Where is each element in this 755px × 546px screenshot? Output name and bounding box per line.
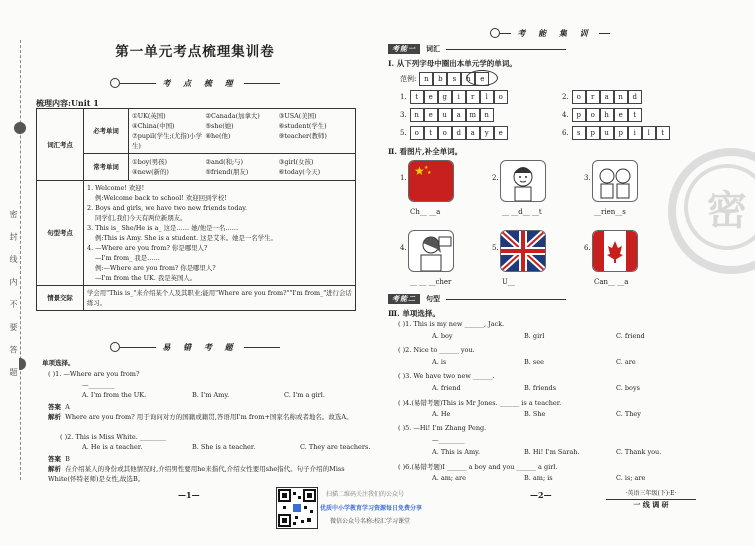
letter-row (400, 108, 494, 122)
letter-cell[interactable]: e (614, 108, 628, 122)
letter-cell: b (433, 72, 447, 86)
letter-cell[interactable]: l (480, 90, 494, 104)
q-section-title: 单项选择。 (42, 359, 75, 367)
brand-footer: ·英语三年级(下)·E· 一 线 调 研 (606, 488, 696, 510)
mc-option[interactable]: C. Thank you. (616, 448, 662, 456)
mc-question: ( )2. Nice to ______ you. (398, 346, 475, 354)
letter-row (562, 90, 642, 104)
sentence-line: 同学们,我们今天有两位新朋友。 (95, 214, 187, 222)
mc-option[interactable]: B. She (524, 410, 546, 418)
binding-hole-icon (14, 122, 26, 134)
letter-cell[interactable]: d (452, 126, 466, 140)
mc-options (432, 332, 708, 340)
letter-cell: n (419, 72, 433, 86)
letter-row (562, 108, 642, 122)
letter-cell[interactable]: r (586, 90, 600, 104)
letter-cell[interactable]: a (466, 126, 480, 140)
letter-cell[interactable]: n (480, 108, 494, 122)
banner-kaodian: 考 点 梳 理 (110, 76, 280, 90)
letter-cell: e (475, 72, 489, 86)
mc-question: ( )3. We have two new ______. (398, 372, 495, 380)
letter-cell[interactable]: n (410, 108, 424, 122)
content-header: 梳理内容:Unit 1 (36, 98, 99, 108)
page-number-left: —1— (178, 490, 200, 500)
letter-cell: s (447, 72, 461, 86)
picture-answer[interactable]: __ __ __cher (410, 278, 452, 286)
letter-cell[interactable]: p (572, 108, 586, 122)
picture-number: 5. (492, 244, 499, 252)
letter-row (562, 126, 670, 140)
binding-text: 密 封 线 内 不 要 答 题 (9, 210, 18, 382)
vocab-word: ⑥student(学生) (278, 122, 327, 130)
letter-cell[interactable]: o (572, 90, 586, 104)
vocab-word: ③girl(女孩) (278, 158, 314, 166)
mc-option[interactable]: A. boy (432, 332, 453, 340)
page-title: 第一单元考点梳理集训卷 (115, 44, 275, 60)
picture-number: 4. (400, 244, 407, 252)
banner-circle-icon (110, 342, 120, 352)
vocab-word: ⑤she(她) (205, 122, 234, 130)
letter-cell[interactable]: i (452, 90, 466, 104)
example-letters: 范例: n b s h e (400, 72, 489, 86)
mc-option[interactable]: C. is; are (616, 474, 646, 482)
section-tag-sentence: 考能二 句型 (388, 294, 566, 304)
mc-option[interactable]: A. am; are (432, 474, 466, 482)
china-flag-icon (408, 160, 454, 202)
letter-cell[interactable]: e (424, 108, 438, 122)
watermark-seal-char-icon: 密 (684, 164, 755, 250)
vocab-word: ⑨teacher(教师) (278, 132, 327, 140)
vocab-word: ⑥today(今天) (278, 168, 321, 176)
canada-flag-icon (592, 230, 638, 272)
row-number: 1. (400, 93, 407, 101)
q1-explanation: 解析 Where are you from? 用于询问对方的国籍或籍贯,答语用I'm from+国家名称或者地名。故选A。 (48, 413, 353, 421)
q1-answer: 答案 A (48, 403, 70, 411)
letter-cell: h (461, 72, 475, 86)
letter-cell[interactable]: e (424, 90, 438, 104)
sentence-list (84, 181, 356, 286)
row-number: 4. (562, 111, 569, 119)
svg-text:★: ★ (427, 170, 432, 176)
footer-line2: 优质中小学教育学习资源每日免费分享 (320, 505, 423, 512)
mc-options (432, 358, 708, 366)
mc-option[interactable]: C. They (616, 410, 641, 418)
letter-cell[interactable]: o (438, 126, 452, 140)
row-number: 5. (400, 129, 407, 137)
vocab-word: ②and(和;与) (205, 158, 243, 166)
picture-number: 2. (492, 174, 499, 182)
letter-cell[interactable]: n (614, 90, 628, 104)
must-label: 必考单词 (84, 109, 129, 154)
letter-cell[interactable]: p (614, 126, 628, 140)
mc-option[interactable]: C. are (616, 358, 636, 366)
teacher-picture-icon (408, 230, 454, 272)
section-2-title: Ⅱ. 看图片,补全单词。 (388, 147, 463, 156)
sentence-line: 2. Boys and girls, we have two new friends today. (87, 204, 248, 212)
letter-cell[interactable]: m (466, 108, 480, 122)
sentence-line: 例:—Where are you from? 你是哪里人? (95, 264, 216, 272)
friends-picture-icon (592, 160, 638, 202)
letter-cell[interactable]: h (600, 108, 614, 122)
mc-question: ( )4.(易错考题)This is Mr Jones. ______ is a teacher. (398, 399, 562, 407)
row-number: 2. (562, 93, 569, 101)
mc-options (432, 474, 708, 482)
letter-cell[interactable]: s (572, 126, 586, 140)
letter-cell[interactable]: u (600, 126, 614, 140)
sentence-line: 例:This is Amy. She is a student. 这是艾米。她是一名学生。 (95, 234, 277, 242)
sentence-line: 例:Welcome back to school! 欢迎回到学校! (95, 194, 227, 202)
letter-cell[interactable]: y (480, 126, 494, 140)
binding-margin (4, 40, 34, 480)
q2-answer: 答案 B (48, 455, 70, 463)
qr-code-icon[interactable] (276, 487, 318, 529)
page-number-right: —2— (530, 490, 552, 500)
q2-options: A. He is a teacher. B. She is a teacher. C. They are teachers. (82, 443, 371, 451)
must-words (129, 109, 356, 154)
student-picture-icon (500, 160, 546, 202)
q1-blank: —________ (82, 381, 115, 389)
vocab-word: ③USA(美国) (278, 112, 317, 120)
mc-option[interactable]: B. friends (524, 384, 557, 392)
svg-text:★: ★ (414, 164, 425, 178)
banner-circle-icon (490, 28, 500, 38)
mc-question: ( )5. —Hi! I'm Zhang Peng. (398, 424, 487, 432)
vocab-word: ⑤friend(朋友) (205, 168, 249, 176)
common-words (129, 154, 356, 181)
letter-cell[interactable]: t (656, 126, 670, 140)
vocab-word: ②Canada(加拿大) (205, 112, 260, 120)
letter-cell[interactable]: t (424, 126, 438, 140)
picture-number: 6. (584, 244, 591, 252)
q1-stem: ( )1. —Where are you from? (48, 370, 140, 378)
circle-mark-icon (466, 70, 498, 86)
mc-option[interactable]: B. am; is (524, 474, 553, 482)
row-number: 3. (400, 111, 407, 119)
footer-line3: 微信公众号名称:校汇学习课堂 (330, 518, 411, 525)
sentence-line: —I'm from_ 我是…… (95, 254, 160, 262)
mc-question: ( )6.(易错考题)I ______ a boy and you ______ a girl. (398, 463, 558, 471)
letter-cell[interactable]: u (438, 108, 452, 122)
uk-flag-icon (500, 230, 546, 272)
section-tag-vocab: 考能一 词汇 (388, 44, 566, 54)
mc-option[interactable]: A. friend (432, 384, 461, 392)
mc-options (432, 384, 708, 392)
picture-answer[interactable]: __ __d__ __t (502, 208, 542, 216)
mc-option[interactable]: A. This is Amy. (432, 448, 481, 456)
vocab-word: ④China(中国) (132, 122, 175, 130)
vocab-word: ④new(新的) (132, 168, 169, 176)
picture-number: 3. (584, 174, 591, 182)
letter-cell[interactable]: o (586, 108, 600, 122)
q2-explanation: 解析 在介绍某人的身份或其他情况时,介绍男性要用he来指代,介绍女性要用she指代。句子介绍的Miss White(怀特老师)是女性,故选B。 (48, 465, 345, 483)
common-label: 常考单词 (84, 154, 129, 181)
vocab-word: ⑧he(他) (205, 132, 231, 140)
letter-cell[interactable]: l (642, 126, 656, 140)
banner-kaoneng: 考 能 集 训 (490, 26, 610, 40)
letter-row (400, 90, 508, 104)
culture-label: 情景交际 (37, 286, 84, 311)
vocab-word: ①UK(英国) (132, 112, 166, 120)
sentence-line: —I'm from the UK. 我是英国人。 (95, 274, 197, 282)
q2-stem: ( )2. This is Miss White. ________ (60, 433, 166, 441)
letter-cell[interactable]: a (452, 108, 466, 122)
svg-text:★: ★ (424, 165, 429, 171)
letter-cell[interactable]: p (586, 126, 600, 140)
letter-cell[interactable]: e (494, 126, 508, 140)
letter-cell[interactable]: t (410, 90, 424, 104)
sentence-line: 4. —Where are you from? 你是哪里人? (87, 244, 208, 252)
section-1-title: Ⅰ. 从下列字母中圈出本单元学的单词。 (388, 59, 517, 68)
vocab-label: 词汇考点 (37, 109, 84, 181)
culture-text: 学会用"This is_"来介绍某个人及其职业;能用"Where are you from?""I'm from_"进行会话练习。 (84, 286, 356, 311)
mc-option[interactable]: B. see (524, 358, 544, 366)
letter-cell[interactable]: g (438, 90, 452, 104)
vocab-word: ⑦pupil(学生;(尤指)小学生) (132, 132, 203, 150)
mc-question: ( )1. This is my new ______, Jack. (398, 320, 505, 328)
picture-answer[interactable]: U__ (502, 278, 515, 286)
banner-yicuo: 易 错 考 题 (110, 340, 280, 354)
letter-cell[interactable]: r (466, 90, 480, 104)
row-number: 6. (562, 129, 569, 137)
footer-line1: 扫描二维码关注我们的公众号 (326, 491, 405, 498)
letter-row (400, 126, 508, 140)
letter-cell[interactable]: t (628, 108, 642, 122)
letter-cell[interactable]: a (600, 90, 614, 104)
q1-options: A. I'm from the UK. B. I'm Amy. C. I'm a girl. (82, 391, 325, 399)
mc-option[interactable]: C. boys (616, 384, 640, 392)
section-3-title: Ⅲ. 单项选择。 (388, 309, 440, 318)
mc-option[interactable]: B. Hi! I'm Sarah. (524, 448, 580, 456)
mc-subline: —________ (432, 436, 465, 444)
letter-cell[interactable]: o (410, 126, 424, 140)
mc-option[interactable]: A. He (432, 410, 451, 418)
picture-number: 1. (400, 174, 407, 182)
mc-option[interactable]: C. friend (616, 332, 645, 340)
letter-cell[interactable]: i (628, 126, 642, 140)
letter-cell[interactable]: d (628, 90, 642, 104)
mc-options (432, 448, 708, 456)
picture-answer[interactable]: __rien__s (594, 208, 626, 216)
picture-answer[interactable]: Ch__ __a (410, 208, 441, 216)
sentence-label: 句型考点 (37, 181, 84, 286)
picture-answer[interactable]: Can__ __a (594, 278, 629, 286)
mc-option[interactable]: B. girl (524, 332, 545, 340)
banner-circle-icon (110, 78, 120, 88)
mc-option[interactable]: A. is (432, 358, 447, 366)
letter-cell[interactable]: o (494, 90, 508, 104)
sentence-line: 1. Welcome! 欢迎! (87, 184, 145, 192)
vocab-word: ①boy(男孩) (132, 158, 168, 166)
sentence-line: 3. This is_ She/He is a_ 这是…… 她/他是一名…… (87, 224, 239, 232)
mc-options (432, 410, 708, 418)
knowledge-table (36, 108, 356, 311)
